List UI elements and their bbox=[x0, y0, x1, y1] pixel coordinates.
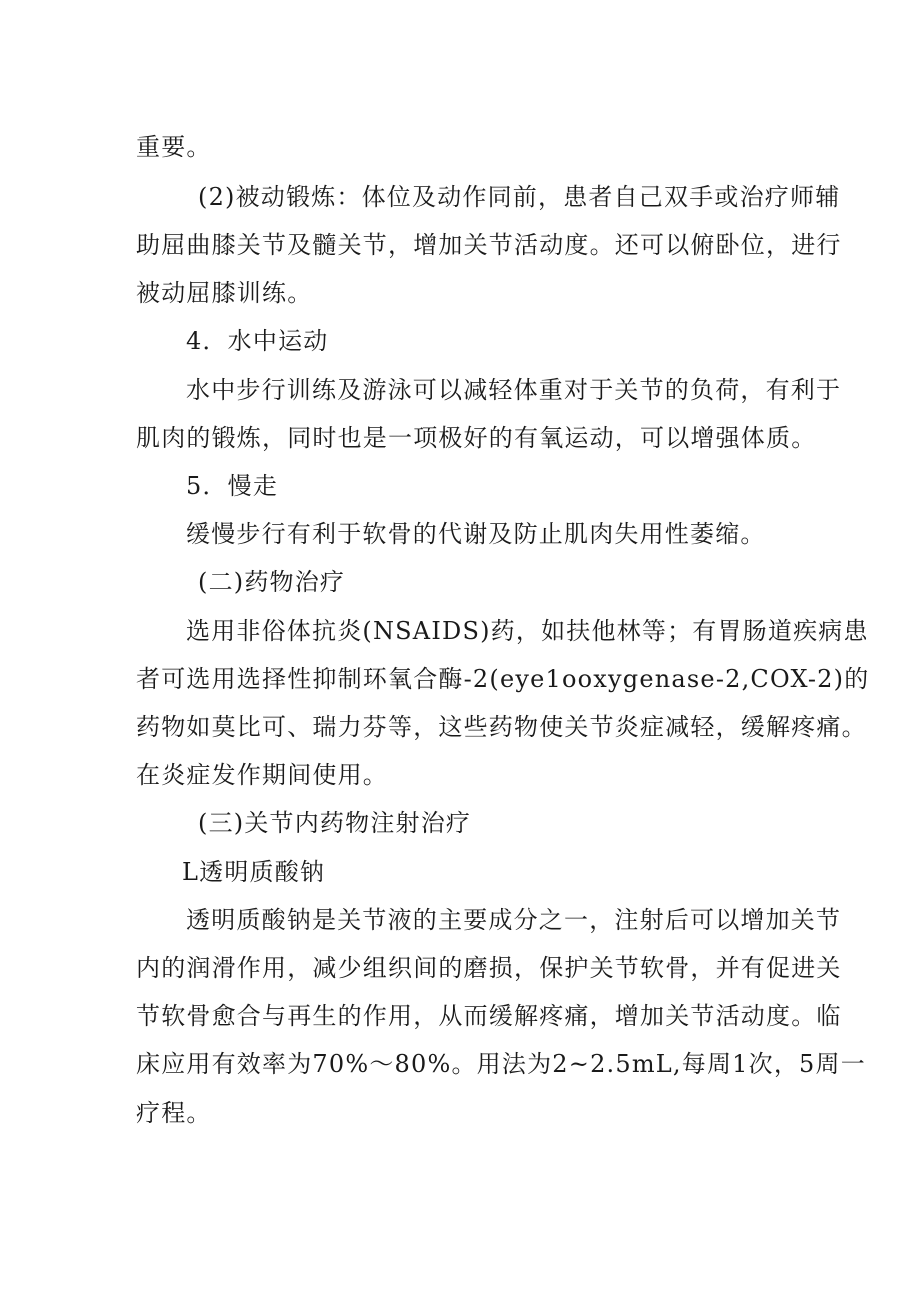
paragraph-line: 缓慢步行有利于软骨的代谢及防止肌肉失用性萎缩。 bbox=[186, 520, 766, 548]
paragraph-line: 透明质酸钠是关节液的主要成分之一，注射后可以增加关节 bbox=[186, 906, 842, 934]
section-heading: (三)关节内药物注射治疗 bbox=[198, 809, 472, 837]
section-heading: L透明质酸钠 bbox=[182, 858, 326, 886]
paragraph-line: 被动屈膝训练。 bbox=[136, 279, 313, 307]
paragraph-line: (2)被动锻炼：体位及动作同前，患者自己双手或治疗师辅 bbox=[198, 183, 841, 211]
paragraph-line: 水中步行训练及游泳可以减轻体重对于关节的负荷，有利于 bbox=[186, 376, 842, 404]
paragraph-line: 药物如莫比可、瑞力芬等，这些药物使关节炎症减轻，缓解疼痛。 bbox=[136, 713, 867, 741]
paragraph-line: 内的润滑作用，减少组织间的磨损，保护关节软骨，并有促进关 bbox=[136, 954, 842, 982]
paragraph-line: 选用非俗体抗炎(NSAIDS)药，如扶他林等；有胃肠道疾病患 bbox=[186, 617, 869, 645]
section-heading: 5．慢走 bbox=[186, 472, 279, 500]
paragraph-line: 肌肉的锻炼，同时也是一项极好的有氧运动，可以增强体质。 bbox=[136, 424, 817, 452]
paragraph-line: 重要。 bbox=[136, 133, 212, 161]
paragraph-line: 床应用有效率为70%～80%。用法为2~2.5mL,每周1次，5周一 bbox=[136, 1050, 866, 1078]
paragraph-line: 者可选用选择性抑制环氧合酶-2(eye1ooxygenase-2,COX-2)的 bbox=[136, 665, 870, 693]
paragraph-line: 节软骨愈合与再生的作用，从而缓解疼痛，增加关节活动度。临 bbox=[136, 1002, 842, 1030]
paragraph-line: 疗程。 bbox=[136, 1099, 212, 1127]
section-heading: (二)药物治疗 bbox=[198, 568, 346, 596]
paragraph-line: 在炎症发作期间使用。 bbox=[136, 761, 388, 789]
section-heading: 4．水中运动 bbox=[186, 327, 329, 355]
paragraph-line: 助屈曲膝关节及髓关节，增加关节活动度。还可以俯卧位，进行 bbox=[136, 231, 842, 259]
